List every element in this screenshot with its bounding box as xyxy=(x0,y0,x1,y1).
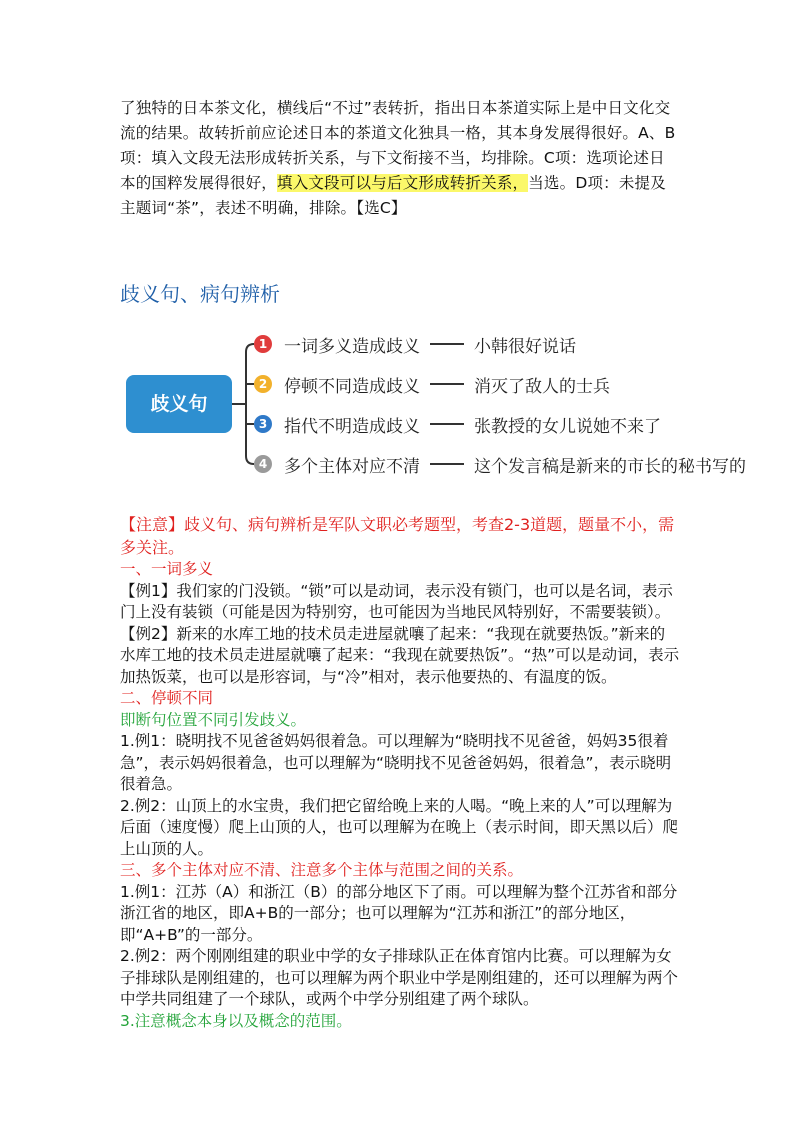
intro-text: 了独特的日本茶文化，横线后“不过”表转折，指出日本茶道实际上是中日文化交流的结果。故转折前应论述日本的茶道文化独具一格，其本身发展得很好。A、B项：填入文段无法形成转折关系，与下文衔接不当，均排除。C项：选项论述日本的国粹发展得很好， xyxy=(120,99,676,192)
example-paragraph: 1.例1：江苏（A）和浙江（B）的部分地区下了雨。可以理解为整个江苏省和部分浙江省的地区，即A+B的一部分；也可以理解为“江苏和浙江”的部分地区，即“A+B”的一部分。 xyxy=(120,882,678,944)
branch-label: 多个主体对应不清 xyxy=(284,456,420,477)
mindmap-branch xyxy=(254,370,610,398)
branch-example: 消灭了敌人的士兵 xyxy=(474,376,610,397)
branch-example: 这个发言稿是新来的市长的秘书写的 xyxy=(474,456,746,477)
mindmap-branch xyxy=(254,450,746,478)
section-3-title: 三、多个主体对应不清、注意多个主体与范围之间的关系。 xyxy=(120,861,524,879)
example-paragraph: 【例1】我们家的门没锁。“锁”可以是动词，表示没有锁门，也可以是名词，表示门上没有装锁（可能是因为特别穷，也可能因为当地民风特别好，不需要装锁）。 xyxy=(120,581,673,621)
intro-paragraph xyxy=(120,96,680,221)
section-2-title: 二、停顿不同 xyxy=(120,689,214,707)
number-badge-icon: 4 xyxy=(254,455,272,473)
branch-label: 停顿不同造成歧义 xyxy=(284,376,420,397)
dash-divider xyxy=(430,383,464,385)
mindmap-center-node: 歧义句 xyxy=(126,375,232,433)
intro-text-end: 当选。D项：未提及主题词“茶”，表述不明确，排除。【选C】 xyxy=(120,174,666,217)
example-paragraph: 2.例2：两个刚刚组建的职业中学的女子排球队正在体育馆内比赛。可以理解为女子排球队是刚组建的，也可以理解为两个职业中学是刚组建的，还可以理解为两个中学共同组建了一个球队，或两个中学分别组建了两个球队。 xyxy=(120,947,679,1008)
example-paragraph: 1.例1：晓明找不见爸爸妈妈很着急。可以理解为“晓明找不见爸爸，妈妈35很着急”，表示妈妈很着急，也可以理解为“晓明找不见爸爸妈妈，很着急”，表示晓明很着急。 xyxy=(120,732,672,793)
number-badge-icon: 2 xyxy=(254,375,272,393)
number-badge-icon: 1 xyxy=(254,335,272,353)
branch-example: 张教授的女儿说她不来了 xyxy=(474,416,661,437)
example-paragraph: 【例2】新来的水库工地的技术员走进屋就嚷了起来：“我现在就要热饭。”新来的水库工地的技术员走进屋就嚷了起来：“我现在就要热饭”。“热”可以是动词，表示加热饭菜，也可以是形容词，与“冷”相对，表示他要热的、有温度的饭。 xyxy=(120,624,680,686)
notice-text: 【注意】歧义句、病句辨析是军队文职必考题型，考查2-3道题，题量不小，需多关注。 xyxy=(120,515,675,557)
section-3-note: 3.注意概念本身以及概念的范围。 xyxy=(120,1011,352,1030)
dash-divider xyxy=(430,343,464,345)
document-body xyxy=(120,96,746,1032)
branch-example: 小韩很好说话 xyxy=(474,336,576,357)
mindmap-branch xyxy=(254,410,661,438)
mindmap xyxy=(120,327,760,507)
mindmap-branch xyxy=(254,330,576,358)
highlighted-text: 填入文段可以与后文形成转折关系， xyxy=(277,174,529,192)
dash-divider xyxy=(430,463,464,465)
dash-divider xyxy=(430,423,464,425)
example-paragraph: 2.例2：山顶上的水宝贵，我们把它留给晚上来的人喝。“晚上来的人”可以理解为后面（速度慢）爬上山顶的人，也可以理解为在晚上（表示时间，即天黑以后）爬上山顶的人。 xyxy=(120,796,679,858)
branch-label: 一词多义造成歧义 xyxy=(284,336,420,357)
section-title: 歧义句、病句辨析 xyxy=(120,282,280,306)
section-2-subtitle: 即断句位置不同引发歧义。 xyxy=(120,710,307,729)
section-1-title: 一、一词多义 xyxy=(120,560,214,578)
number-badge-icon: 3 xyxy=(254,415,272,433)
branch-label: 指代不明造成歧义 xyxy=(284,416,420,437)
